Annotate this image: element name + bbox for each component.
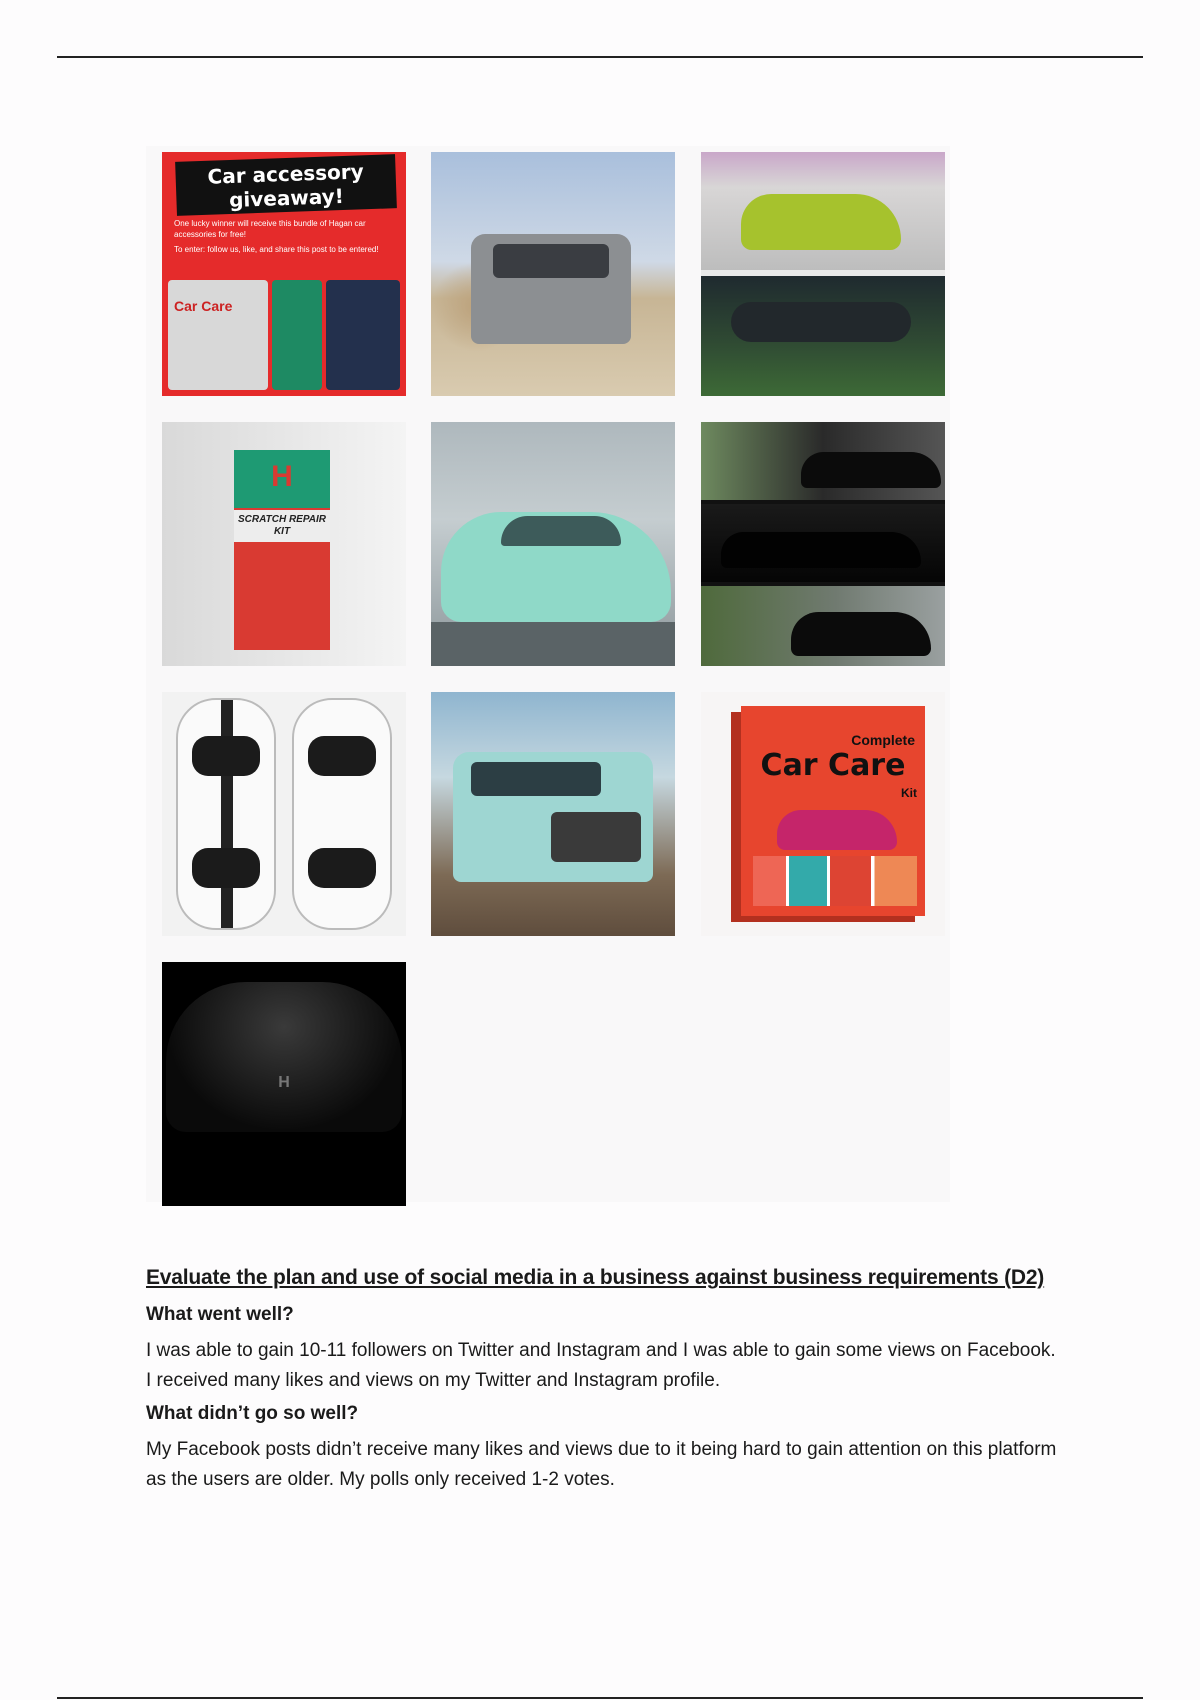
top-rule (57, 56, 1143, 58)
black-car-3 (791, 612, 931, 656)
black-car-2 (721, 532, 921, 568)
truck-grille (551, 812, 641, 862)
black-sedan-collage-image (701, 422, 945, 666)
not-well-text: My Facebook posts didn’t receive many likes and views due to it being hard to gain attention on this platform as the users are older. My polls only received 1-2 votes. (146, 1439, 1057, 1490)
car-care-kit-image (701, 692, 945, 936)
went-well-title: What went well? (146, 1304, 294, 1325)
rear-windshield (308, 848, 376, 888)
box-text-complete: Complete (851, 732, 915, 748)
white-cars-topview-image (162, 692, 406, 936)
section-heading: Evaluate the plan and use of social media in a business against business requirements (D2) (146, 1266, 1045, 1289)
kit-label: SCRATCH REPAIR KIT (234, 510, 330, 542)
accessory-product (326, 280, 400, 390)
giveaway-text (174, 218, 394, 255)
scratch-kit-product (272, 280, 322, 390)
black-car-1 (801, 452, 941, 488)
rear-windshield (192, 848, 260, 888)
racing-stripe (221, 700, 233, 928)
truck-windshield (471, 762, 601, 796)
image-gallery (146, 146, 950, 1202)
dashboard (731, 302, 911, 342)
giveaway-image (162, 152, 406, 396)
scratch-repair-kit-image (162, 422, 406, 666)
front-windshield (192, 736, 260, 776)
not-well-title: What didn’t go so well? (146, 1403, 359, 1424)
dark-car-silhouette (166, 982, 402, 1132)
white-car-right (292, 698, 392, 930)
box-text-kit: Kit (901, 786, 917, 800)
mint-sports-car-image (431, 422, 675, 666)
sports-car-windshield (501, 516, 621, 546)
hatchback-body (741, 194, 901, 250)
green-hatchback-image (701, 152, 945, 396)
box-text-car-care: Car Care (760, 748, 906, 783)
car-care-label: Car Care (174, 298, 233, 314)
giveaway-enter: To enter: follow us, like, and share this post to be entered! (174, 245, 379, 254)
kit-logo: H (271, 460, 293, 493)
offroad-suv-image (431, 152, 675, 396)
went-well-text: I was able to gain 10-11 followers on Twitter and Instagram and I was able to gain some views on Facebook. I received many likes and views on my Twitter and Instagram profile. (146, 1340, 1056, 1391)
box-bottles (753, 856, 917, 906)
front-windshield (308, 736, 376, 776)
suv-windshield (493, 244, 609, 278)
dark-car-logo: H (278, 1074, 290, 1091)
car-care-product (168, 280, 268, 390)
bottom-rule (57, 1697, 1143, 1699)
road (431, 622, 675, 666)
dark-car-image (162, 962, 406, 1206)
giveaway-title: Car accessory giveaway! (175, 154, 397, 216)
white-car-left (176, 698, 276, 930)
teal-truck-image (431, 692, 675, 936)
box-car-picture (777, 810, 897, 850)
giveaway-body: One lucky winner will receive this bundle of Hagan car accessories for free! (174, 219, 366, 239)
